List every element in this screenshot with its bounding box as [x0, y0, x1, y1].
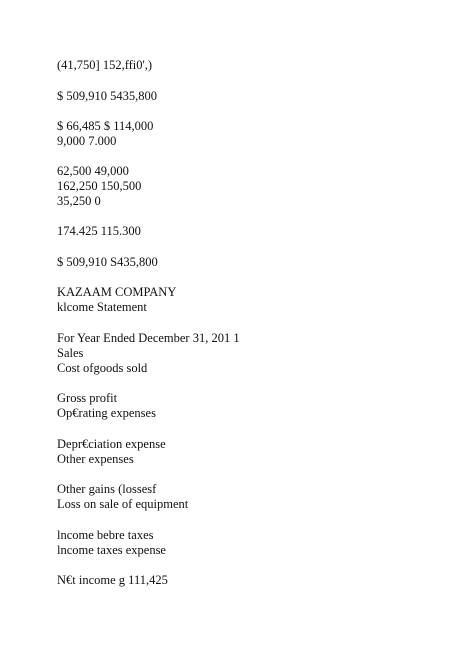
balance-line-7: 35,250 0	[57, 194, 101, 208]
company-name: KAZAAM COMPANY	[57, 285, 177, 299]
operating-expenses-line: Op€rating expenses	[57, 406, 156, 420]
cogs-line: Cost ofgoods sold	[57, 361, 148, 375]
sales-line: Sales	[57, 346, 84, 360]
balance-total-1: $ 509,910 5435,800	[57, 89, 157, 103]
balance-line-4: 9,000 7.000	[57, 134, 117, 148]
other-expenses-line: Other expenses	[57, 452, 134, 466]
loss-on-sale-line: Loss on sale of equipment	[57, 497, 189, 511]
balance-line-5: 62,500 49,000	[57, 164, 129, 178]
income-taxes-line: lncome taxes expense	[57, 543, 166, 557]
statement-title: klcome Statement	[57, 300, 147, 314]
gross-profit-line: Gross profit	[57, 391, 118, 405]
other-gains-line: Other gains (lossesf	[57, 482, 157, 496]
net-income-line: N€t income g 111,425	[57, 573, 168, 587]
balance-line-1: (41,750] 152,ffi0',)	[57, 58, 153, 72]
depreciation-line: Depr€ciation expense	[57, 437, 166, 451]
period-line: For Year Ended December 31, 201 1	[57, 331, 240, 345]
balance-line-6: 162,250 150,500	[57, 179, 142, 193]
balance-total-2: $ 509,910 S435,800	[57, 255, 158, 269]
balance-line-3: $ 66,485 $ 114,000	[57, 119, 154, 133]
balance-line-8: 174.425 115.300	[57, 224, 141, 238]
income-before-taxes-line: lncome bebre taxes	[57, 528, 154, 542]
